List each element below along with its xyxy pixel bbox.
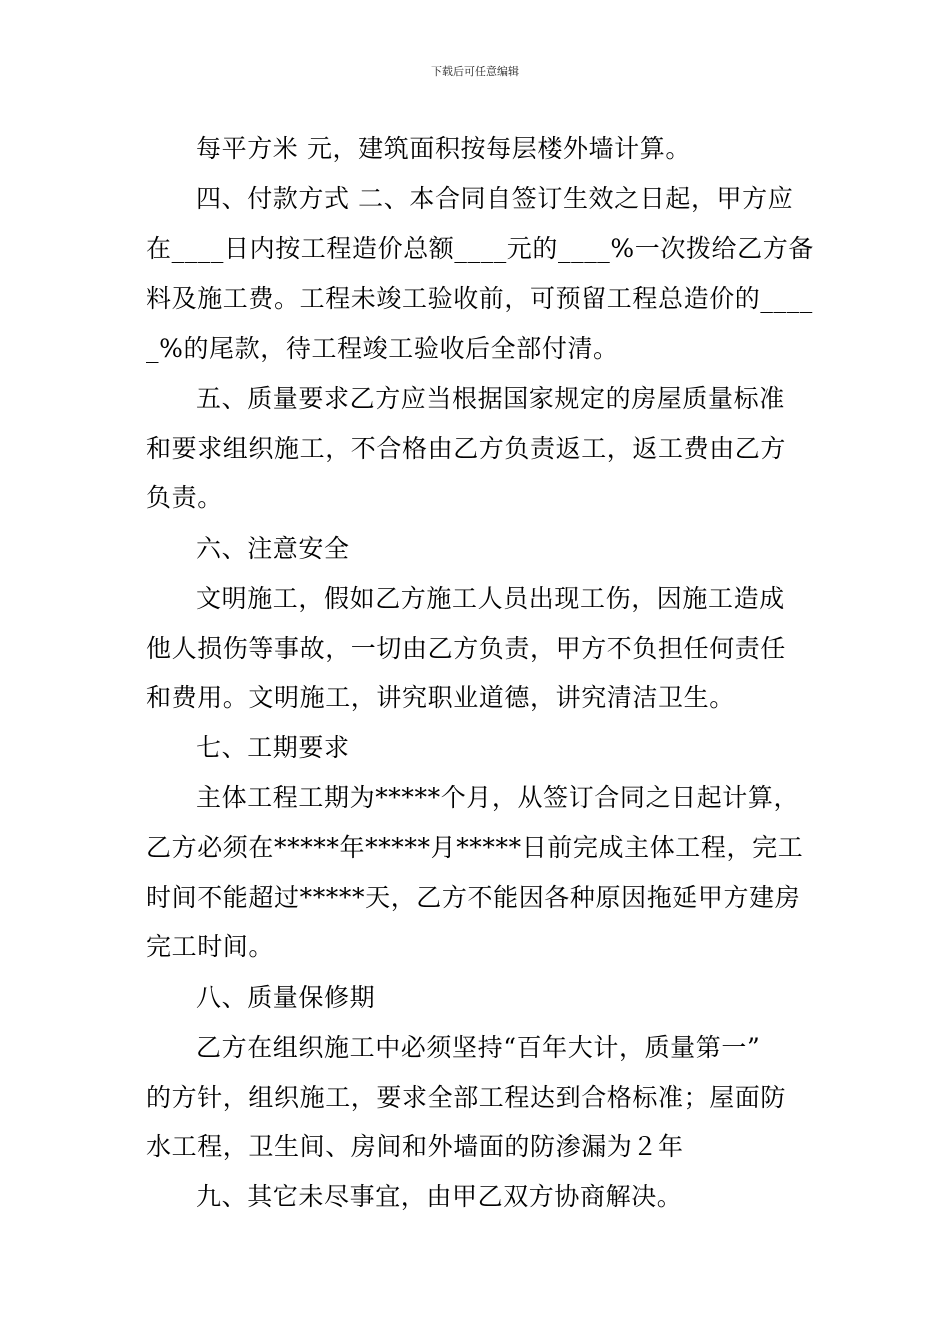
text-line: 乙方在组织施工中必须坚持“百年大计，质量第一”	[196, 1033, 761, 1062]
text-line: 每平方米 元，建筑面积按每层楼外墙计算。	[196, 134, 691, 163]
text-line: 主体工程工期为*****个月，从签订合同之日起计算，	[196, 783, 800, 812]
section-heading-warranty: 八、质量保修期	[196, 983, 376, 1012]
text-line: 和要求组织施工，不合格由乙方负责返工，返工费由乙方	[146, 434, 787, 463]
section-heading-other: 九、其它未尽事宜，由甲乙双方协商解决。	[196, 1182, 683, 1211]
text-line: 料及施工费。工程未竣工验收前，可预留工程总造价的____	[146, 284, 813, 313]
text-line: 完工时间。	[146, 932, 275, 961]
section-heading-payment: 四、付款方式 二、本合同自签订生效之日起，甲方应	[196, 184, 794, 213]
text-line: 时间不能超过*****天，乙方不能因各种原因拖延甲方建房	[146, 883, 801, 912]
page-header: 下载后可任意编辑	[431, 65, 519, 78]
text-line: 水工程，卫生间、房间和外墙面的防渗漏为２年	[146, 1132, 684, 1161]
section-heading-quality: 五、质量要求乙方应当根据国家规定的房屋质量标准	[196, 384, 785, 413]
text-line: 负责。	[146, 483, 223, 512]
text-line: _%的尾款，待工程竣工验收后全部付清。	[146, 334, 619, 363]
section-heading-safety: 六、注意安全	[196, 534, 350, 563]
text-line: 乙方必须在*****年*****月*****日前完成主体工程，完工	[146, 833, 804, 862]
text-line: 他人损伤等事故，一切由乙方负责，甲方不负担任何责任	[146, 634, 787, 663]
text-line: 文明施工，假如乙方施工人员出现工伤，因施工造成	[196, 584, 785, 613]
text-line: 在____日内按工程造价总额____元的____%一次拨给乙方备	[146, 234, 814, 263]
text-line: 和费用。文明施工，讲究职业道德，讲究清洁卫生。	[146, 683, 735, 712]
text-line: 的方针，组织施工，要求全部工程达到合格标准；屋面防	[146, 1083, 787, 1112]
section-heading-schedule: 七、工期要求	[196, 733, 350, 762]
